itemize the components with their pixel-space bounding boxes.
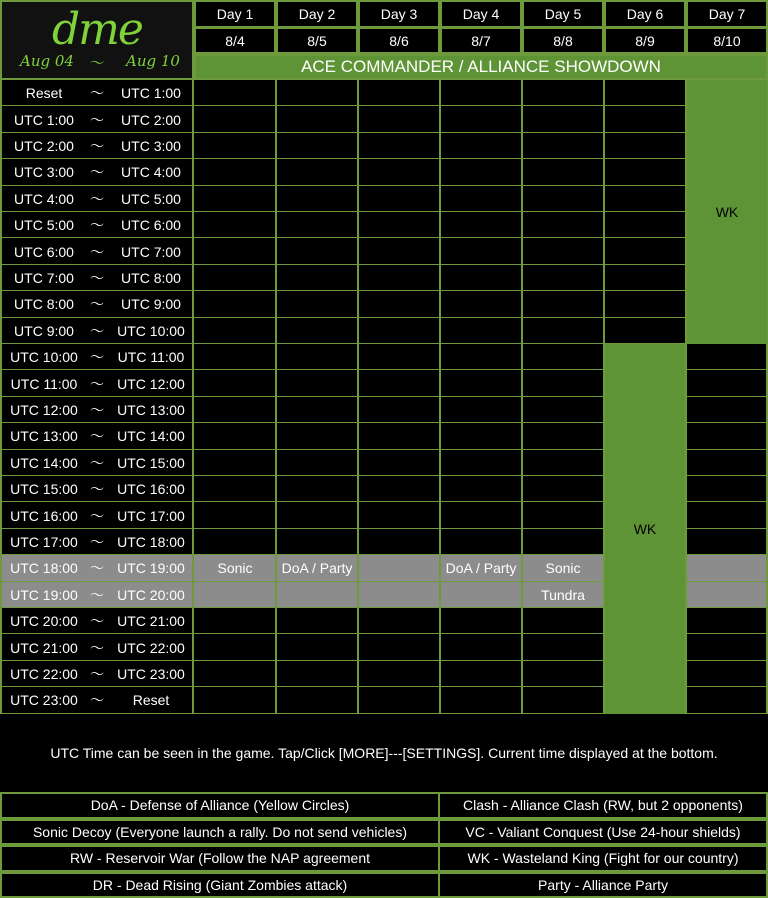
time-from: UTC 3:00 bbox=[14, 164, 74, 181]
time-to: UTC 10:00 bbox=[117, 322, 185, 339]
logo-sep: 〜 bbox=[88, 54, 104, 72]
time-from: UTC 20:00 bbox=[10, 613, 78, 630]
day-label-3: Day 3 bbox=[358, 0, 440, 28]
time-to: UTC 6:00 bbox=[121, 217, 181, 234]
time-tilde: 〜 bbox=[90, 217, 104, 234]
time-to: UTC 23:00 bbox=[117, 665, 185, 682]
time-tilde: 〜 bbox=[90, 349, 104, 366]
legend-left-item: Sonic Decoy (Everyone launch a rally. Do not send vehicles) bbox=[0, 819, 440, 846]
day-label-7: Day 7 bbox=[686, 0, 768, 28]
time-to: Reset bbox=[132, 692, 170, 709]
grid-line bbox=[439, 80, 441, 714]
time-tilde: 〜 bbox=[90, 190, 104, 207]
logo-panel bbox=[0, 0, 194, 80]
day-label-5: Day 5 bbox=[522, 0, 604, 28]
time-to: UTC 11:00 bbox=[117, 349, 185, 366]
time-tilde: 〜 bbox=[90, 269, 104, 286]
grid-line bbox=[0, 80, 2, 714]
event-cell: DoA / Party bbox=[281, 560, 353, 577]
time-to: UTC 19:00 bbox=[117, 560, 185, 577]
day-label-4: Day 4 bbox=[440, 0, 522, 28]
time-to: UTC 20:00 bbox=[117, 586, 185, 603]
day-date-5: 8/8 bbox=[522, 27, 604, 54]
time-from: UTC 10:00 bbox=[10, 349, 78, 366]
day-label-1: Day 1 bbox=[194, 0, 276, 28]
time-to: UTC 13:00 bbox=[117, 401, 185, 418]
time-from: UTC 15:00 bbox=[10, 481, 78, 498]
grid-line bbox=[521, 80, 523, 714]
grid-line bbox=[192, 80, 194, 714]
time-from: UTC 22:00 bbox=[10, 665, 78, 682]
legend-right-item: VC - Valiant Conquest (Use 24-hour shields) bbox=[438, 819, 768, 846]
utc-note-text: UTC Time can be seen in the game. Tap/Click [MORE]---[SETTINGS]. Current time displayed at the bottom. bbox=[50, 745, 718, 761]
time-from: UTC 17:00 bbox=[10, 533, 78, 550]
day-date-1: 8/4 bbox=[194, 27, 276, 54]
logo-text: dme bbox=[52, 4, 142, 55]
time-tilde: 〜 bbox=[90, 296, 104, 313]
day-date-7: 8/10 bbox=[686, 27, 768, 54]
time-from: UTC 18:00 bbox=[10, 560, 78, 577]
time-from: UTC 23:00 bbox=[10, 692, 78, 709]
time-to: UTC 12:00 bbox=[117, 375, 185, 392]
time-tilde: 〜 bbox=[90, 322, 104, 339]
event-cell: DoA / Party bbox=[445, 560, 517, 577]
legend-right-item: Party - Alliance Party bbox=[438, 872, 768, 898]
time-tilde: 〜 bbox=[90, 481, 104, 498]
time-tilde: 〜 bbox=[90, 137, 104, 154]
day-date-4: 8/7 bbox=[440, 27, 522, 54]
legend-left-item: RW - Reservoir War (Follow the NAP agreement bbox=[0, 845, 440, 872]
banner-text: ACE COMMANDER / ALLIANCE SHOWDOWN bbox=[301, 57, 661, 76]
time-tilde: 〜 bbox=[90, 586, 104, 603]
time-to: UTC 22:00 bbox=[117, 639, 185, 656]
day-date-2: 8/5 bbox=[276, 27, 358, 54]
schedule-grid bbox=[0, 80, 768, 714]
time-from: UTC 14:00 bbox=[10, 454, 78, 471]
time-to: UTC 15:00 bbox=[117, 454, 185, 471]
day-label-2: Day 2 bbox=[276, 0, 358, 28]
wk-block-day7: WK bbox=[687, 80, 767, 344]
time-to: UTC 7:00 bbox=[121, 243, 181, 260]
time-from: UTC 6:00 bbox=[14, 243, 74, 260]
legend-left-item: DoA - Defense of Alliance (Yellow Circles) bbox=[0, 792, 440, 819]
time-from: UTC 21:00 bbox=[10, 639, 78, 656]
time-from: UTC 8:00 bbox=[14, 296, 74, 313]
time-from: UTC 2:00 bbox=[14, 137, 74, 154]
day-date-3: 8/6 bbox=[358, 27, 440, 54]
time-from: UTC 5:00 bbox=[14, 217, 74, 234]
time-to: UTC 21:00 bbox=[117, 613, 185, 630]
time-tilde: 〜 bbox=[90, 560, 104, 577]
time-from: UTC 9:00 bbox=[14, 322, 74, 339]
time-to: UTC 14:00 bbox=[117, 428, 185, 445]
time-to: UTC 17:00 bbox=[117, 507, 185, 524]
event-cell: Tundra bbox=[541, 586, 585, 603]
time-to: UTC 16:00 bbox=[117, 481, 185, 498]
event-cell: Sonic bbox=[545, 560, 581, 577]
time-from: UTC 4:00 bbox=[14, 190, 74, 207]
time-from: UTC 1:00 bbox=[14, 111, 74, 128]
time-to: UTC 8:00 bbox=[121, 269, 181, 286]
time-tilde: 〜 bbox=[90, 243, 104, 260]
legend-right-item: Clash - Alliance Clash (RW, but 2 opponents) bbox=[438, 792, 768, 819]
time-to: UTC 1:00 bbox=[121, 85, 181, 102]
time-to: UTC 3:00 bbox=[121, 137, 181, 154]
time-from: UTC 13:00 bbox=[10, 428, 78, 445]
wk-block-day6: WK bbox=[605, 344, 685, 714]
event-banner bbox=[194, 54, 768, 80]
time-to: UTC 9:00 bbox=[121, 296, 181, 313]
time-to: UTC 4:00 bbox=[121, 164, 181, 181]
time-tilde: 〜 bbox=[90, 665, 104, 682]
day-label-6: Day 6 bbox=[604, 0, 686, 28]
time-tilde: 〜 bbox=[90, 85, 104, 102]
time-tilde: 〜 bbox=[90, 428, 104, 445]
time-to: UTC 5:00 bbox=[121, 190, 181, 207]
event-cell: Sonic bbox=[217, 560, 253, 577]
logo-end: Aug 10 bbox=[126, 52, 180, 70]
time-tilde: 〜 bbox=[90, 401, 104, 418]
time-to: UTC 18:00 bbox=[117, 533, 185, 550]
time-tilde: 〜 bbox=[90, 164, 104, 181]
time-tilde: 〜 bbox=[90, 111, 104, 128]
time-from: UTC 16:00 bbox=[10, 507, 78, 524]
time-from: UTC 11:00 bbox=[10, 375, 78, 392]
time-from: UTC 12:00 bbox=[10, 401, 78, 418]
logo-start: Aug 04 bbox=[20, 52, 74, 70]
time-tilde: 〜 bbox=[90, 692, 104, 709]
time-from: UTC 19:00 bbox=[10, 586, 78, 603]
time-tilde: 〜 bbox=[90, 507, 104, 524]
time-from: Reset bbox=[25, 85, 63, 102]
legend-left-item: DR - Dead Rising (Giant Zombies attack) bbox=[0, 872, 440, 898]
grid-line bbox=[275, 80, 277, 714]
time-tilde: 〜 bbox=[90, 613, 104, 630]
grid-line bbox=[357, 80, 359, 714]
time-tilde: 〜 bbox=[90, 375, 104, 392]
time-from: UTC 7:00 bbox=[14, 269, 74, 286]
time-tilde: 〜 bbox=[90, 454, 104, 471]
time-tilde: 〜 bbox=[90, 533, 104, 550]
time-to: UTC 2:00 bbox=[121, 111, 181, 128]
time-tilde: 〜 bbox=[90, 639, 104, 656]
legend-right-item: WK - Wasteland King (Fight for our country) bbox=[438, 845, 768, 872]
utc-note bbox=[0, 714, 768, 792]
day-date-6: 8/9 bbox=[604, 27, 686, 54]
